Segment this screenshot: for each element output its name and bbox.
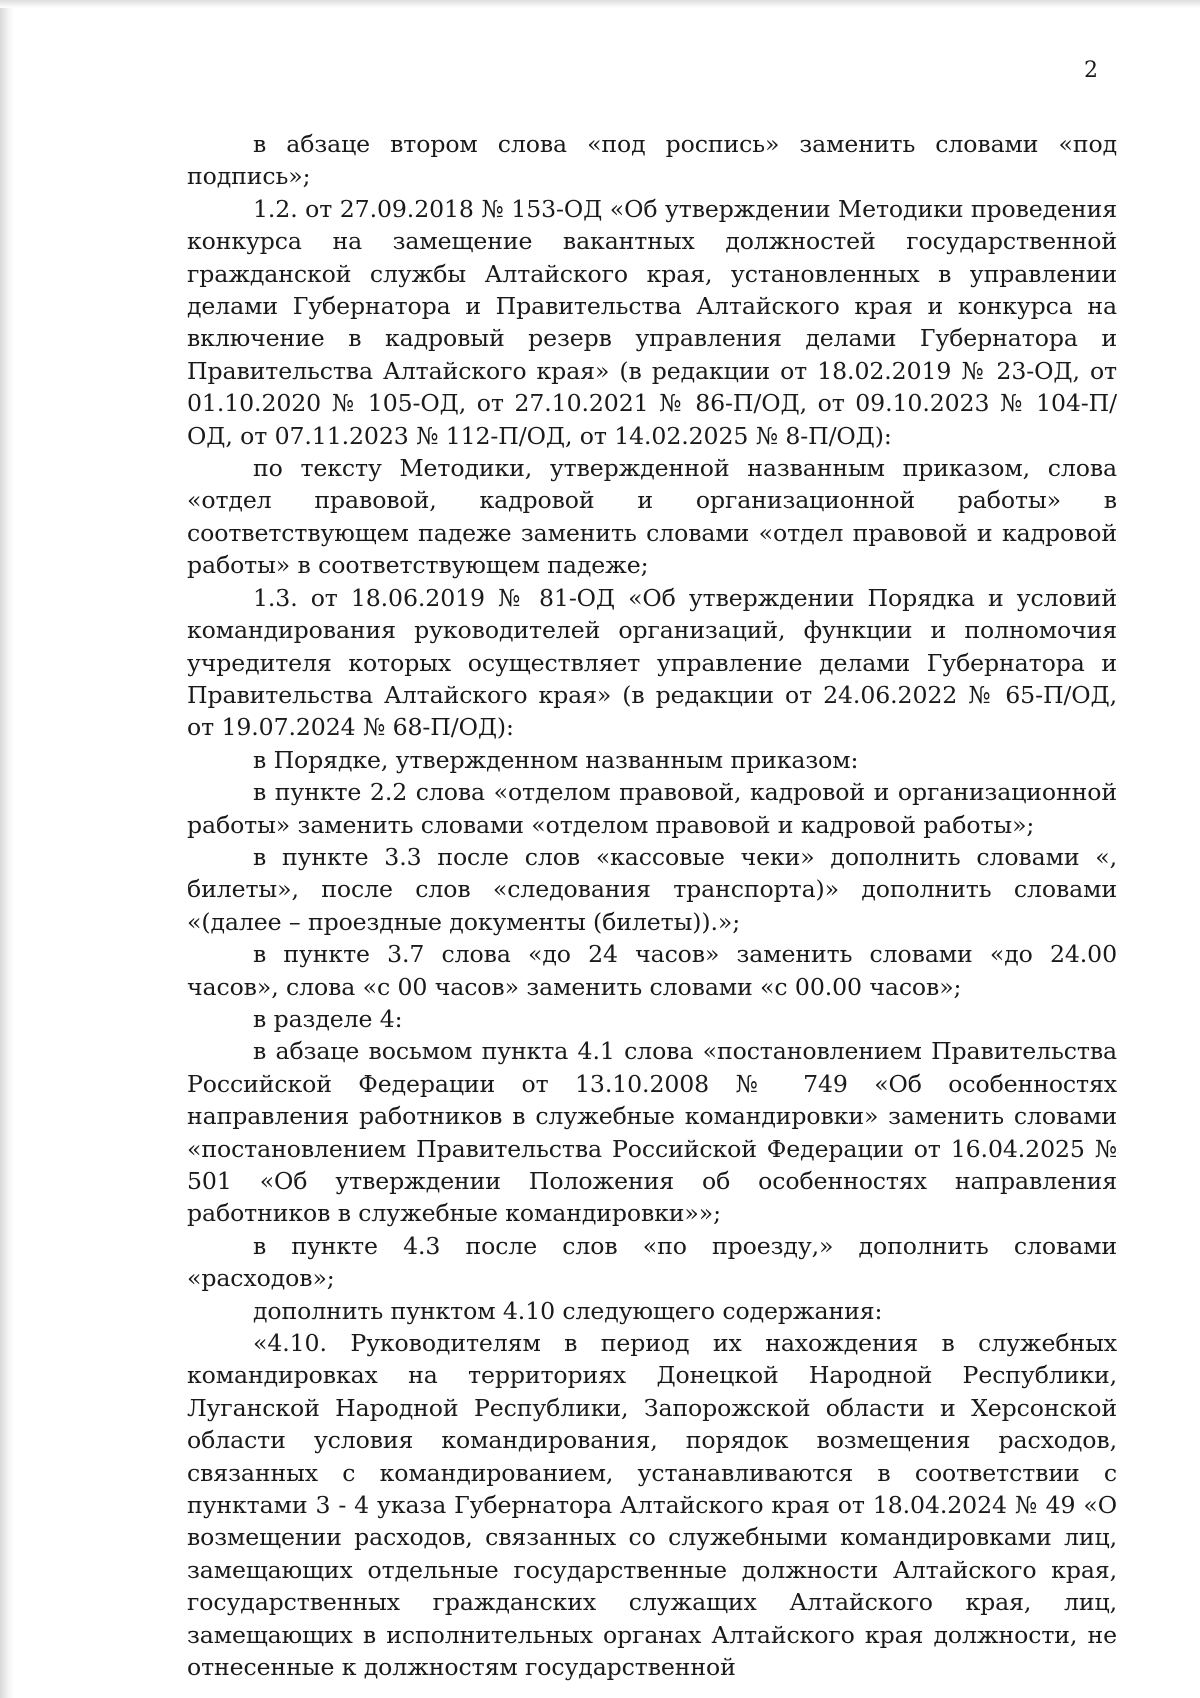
paragraph-clause-4-3: в пункте 4.3 после слов «по проезду,» дополнить словами «расходов»; [187, 1231, 1117, 1293]
paragraph-section-4: в разделе 4: [253, 1004, 403, 1033]
scan-edge-top [0, 0, 1200, 8]
paragraph-item-1-2: 1.2. от 27.09.2018 № 153-ОД «Об утверждении Методики проведения конкурса на замещение вакантных должностей государственной гражданской службы Алтайского края, установленных в управлении делами Губернатора и Правительства Алтайского края и конкурса на включение в кадровый резерв управления делами Губернатора и Правительства Алтайского края» (в редакции от 18.02.2019 № 23-ОД, от 01.10.2020 № 105-ОД, от 27.10.2021 № 86-П/ОД, от 09.10.2023 № 104-П/ОД, от 07.11.2023 № 112-П/ОД, от 14.02.2025 № 8-П/ОД): [187, 194, 1117, 450]
page-number: 2 [1084, 58, 1098, 83]
paragraph-add-clause-4-10: дополнить пунктом 4.10 следующего содержания: [253, 1296, 883, 1325]
paragraph-clause-2-2: в пункте 2.2 слова «отделом правовой, кадровой и организационной работы» заменить словами «отделом правовой и кадровой работы»; [187, 778, 1117, 839]
paragraph-clause-3-3: в пункте 3.3 после слов «кассовые чеки» дополнить словами «, билеты», после слов «следования транспорта)» дополнить словами «(далее – проездные документы (билеты)).»; [187, 842, 1117, 936]
paragraph-clause-4-10-text: «4.10. Руководителям в период их нахождения в служебных командировках на территориях Донецкой Народной Республики, Луганской Народной Республики, Запорожской области и Херсонской области условия командирования, порядок возмещения расходов, связанных с командированием, устанавливаются в соответствии с пунктами 3 - 4 указа Губернатора Алтайского края от 18.04.2024 № 49 «О возмещении расходов, связанных со служебными командировками лиц, замещающих отдельные государственные должности Алтайского края, государственных гражданских служащих Алтайского края, лиц, замещающих в исполнительных органах Алтайского края должности, не отнесенные к должностям государственной [187, 1329, 1117, 1682]
paragraph-clause-4-1: в абзаце восьмом пункта 4.1 слова «постановлением Правительства Российской Федерации от 13.10.2008 № 749 «Об особенностях направления работников в служебные командировки» заменить словами «постановлением Правительства Российской Федерации от 16.04.2025 № 501 «Об утверждении Положения об особенностях направления работников в служебные командировки»»; [187, 1037, 1117, 1228]
paragraph-procedure-intro: в Порядке, утвержденном названным приказом: [253, 745, 859, 774]
document-body [187, 128, 1117, 1684]
paragraph-clause-3-7: в пункте 3.7 слова «до 24 часов» заменить словами «до 24.00 часов», слова «с 00 часов» заменить словами «с 00.00 часов»; [187, 940, 1117, 1001]
scan-edge-left [0, 0, 14, 1698]
paragraph-amendment-signature: в абзаце втором слова «под роспись» заменить словами «под подпись»; [187, 130, 1117, 191]
paragraph-item-1-3: 1.3. от 18.06.2019 № 81-ОД «Об утверждении Порядка и условий командирования руководителей организаций, функции и полномочия учредителя которых осуществляет управление делами Губернатора и Правительства Алтайского края» (в редакции от 24.06.2022 № 65-П/ОД, от 19.07.2024 № 68-П/ОД): [187, 583, 1117, 742]
paragraph-methodology-text: по тексту Методики, утвержденной названным приказом, слова «отдел правовой, кадровой и организационной работы» в соответствующем падеже заменить словами «отдел правовой и кадровой работы» в соответствующем падеже; [187, 454, 1117, 580]
